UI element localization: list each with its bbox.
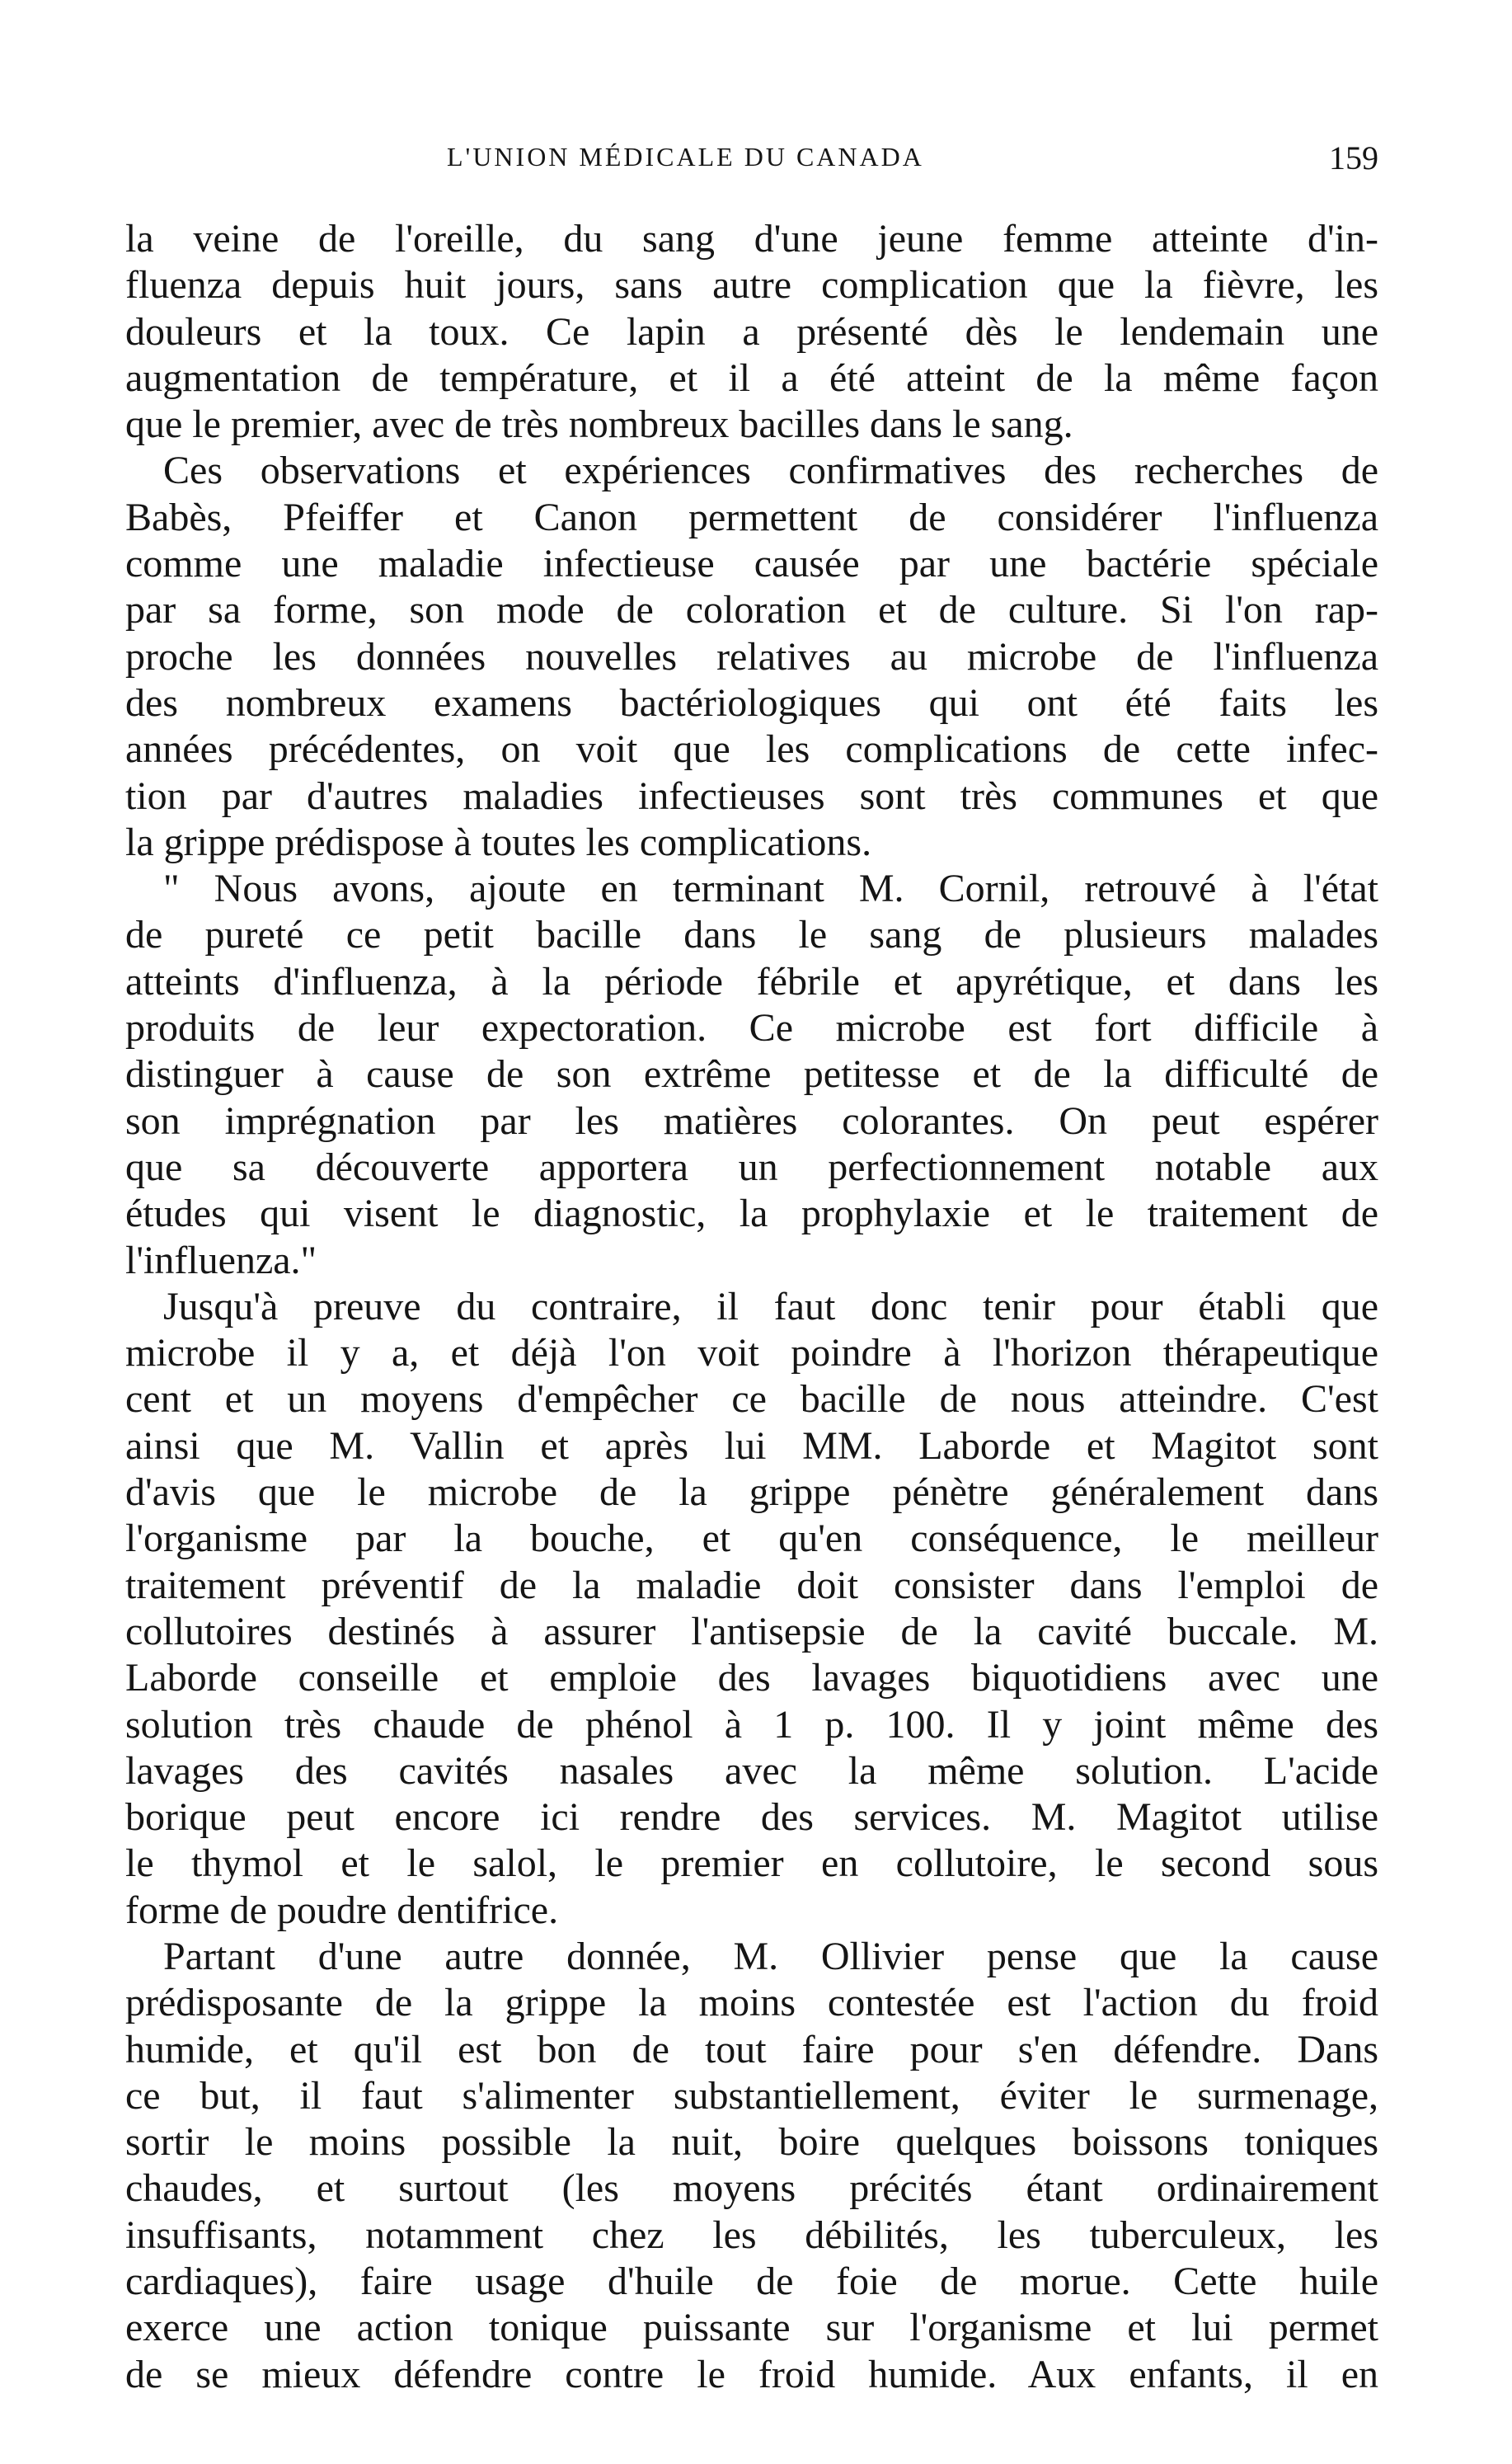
text-line: études qui visent le diagnostic, la prophylaxie et le traitement de xyxy=(125,1192,1378,1236)
text-line: d'avis que le microbe de la grippe pénètre généralement dans xyxy=(125,1470,1378,1515)
text-line: collutoires destinés à assurer l'antisepsie de la cavité buccale. M. xyxy=(125,1609,1378,1653)
text-line: prédisposante de la grippe la moins contestée est l'action du froid xyxy=(125,1981,1378,2025)
text-line: fluenza depuis huit jours, sans autre complication que la fièvre, les xyxy=(125,263,1378,308)
text-line: ce but, il faut s'alimenter substantiellement, éviter le surmenage, xyxy=(125,2073,1378,2118)
text-line: de pureté ce petit bacille dans le sang de plusieurs malades xyxy=(125,913,1378,957)
text-line: que sa découverte apportera un perfectionnement notable aux xyxy=(125,1145,1378,1189)
text-line: comme une maladie infectieuse causée par une bactérie spéciale xyxy=(125,542,1378,586)
text-line: distinguer à cause de son extrême petitesse et de la difficulté de xyxy=(125,1052,1378,1097)
text-line: années précédentes, on voit que les complications de cette infec- xyxy=(125,727,1378,772)
text-line: Jusqu'à preuve du contraire, il faut donc tenir pour établi que xyxy=(163,1284,1378,1328)
text-line: traitement préventif de la maladie doit consister dans l'emploi de xyxy=(125,1563,1378,1607)
text-line: l'influenza." xyxy=(125,1238,317,1282)
text-line: atteints d'influenza, à la période fébrile et apyrétique, et dans les xyxy=(125,959,1378,1004)
text-line: augmentation de température, et il a été atteint de la même façon xyxy=(125,355,1378,400)
text-line: Babès, Pfeiffer et Canon permettent de considérer l'influenza xyxy=(125,495,1378,539)
text-line: chaudes, et surtout (les moyens précités étant ordinairement xyxy=(125,2166,1378,2211)
text-line: Ces observations et expériences confirmatives des recherches de xyxy=(163,449,1378,493)
text-line: par sa forme, son mode de coloration et de culture. Si l'on rap- xyxy=(125,588,1378,632)
text-line: proche les données nouvelles relatives au microbe de l'influenza xyxy=(125,634,1378,679)
text-line: le thymol et le salol, le premier en collutoire, le second sous xyxy=(125,1841,1378,1886)
text-line: cent et un moyens d'empêcher ce bacille de nous atteindre. C'est xyxy=(125,1377,1378,1422)
text-line: Laborde conseille et emploie des lavages biquotidiens avec une xyxy=(125,1656,1378,1700)
text-line: des nombreux examens bactériologiques qui ont été faits les xyxy=(125,680,1378,725)
text-line: l'organisme par la bouche, et qu'en conséquence, le meilleur xyxy=(125,1516,1378,1561)
text-line: borique peut encore ici rendre des services. M. Magitot utilise xyxy=(125,1795,1378,1840)
page-number: 159 xyxy=(1329,139,1378,176)
text-line: Partant d'une autre donnée, M. Ollivier pense que la cause xyxy=(163,1934,1378,1978)
text-line: humide, et qu'il est bon de tout faire pour s'en défendre. Dans xyxy=(125,2027,1378,2071)
running-head: L'UNION MÉDICALE DU CANADA xyxy=(447,142,924,172)
text-line: la grippe prédispose à toutes les complications. xyxy=(125,820,872,864)
text-line: sortir le moins possible la nuit, boire quelques boissons toniques xyxy=(125,2120,1378,2165)
text-line: " Nous avons, ajoute en terminant M. Cornil, retrouvé à l'état xyxy=(163,867,1378,911)
text-line: tion par d'autres maladies infectieuses sont très communes et que xyxy=(125,774,1378,818)
text-line: exerce une action tonique puissante sur l'organisme et lui permet xyxy=(125,2306,1378,2350)
text-line: microbe il y a, et déjà l'on voit poindre à l'horizon thérapeutique xyxy=(125,1331,1378,1375)
text-line: de se mieux défendre contre le froid humide. Aux enfants, il en xyxy=(125,2352,1378,2396)
text-line: son imprégnation par les matières colorantes. On peut espérer xyxy=(125,1098,1378,1143)
text-line: douleurs et la toux. Ce lapin a présenté dès le lendemain une xyxy=(125,309,1378,354)
text-line: insuffisants, notamment chez les débilités, les tuberculeux, les xyxy=(125,2212,1378,2257)
text-line: que le premier, avec de très nombreux bacilles dans le sang. xyxy=(125,402,1073,447)
body-text xyxy=(125,216,1378,2398)
text-line: solution très chaude de phénol à 1 p. 100. Il y joint même des xyxy=(125,1702,1378,1747)
text-line: cardiaques), faire usage d'huile de foie de morue. Cette huile xyxy=(125,2259,1378,2304)
text-line: ainsi que M. Vallin et après lui MM. Laborde et Magitot sont xyxy=(125,1423,1378,1468)
text-line: produits de leur expectoration. Ce microbe est fort difficile à xyxy=(125,1006,1378,1051)
text-line: forme de poudre dentifrice. xyxy=(125,1888,559,1932)
text-line: la veine de l'oreille, du sang d'une jeune femme atteinte d'in- xyxy=(125,217,1378,261)
text-line: lavages des cavités nasales avec la même solution. L'acide xyxy=(125,1748,1378,1793)
page-header xyxy=(125,139,1378,188)
